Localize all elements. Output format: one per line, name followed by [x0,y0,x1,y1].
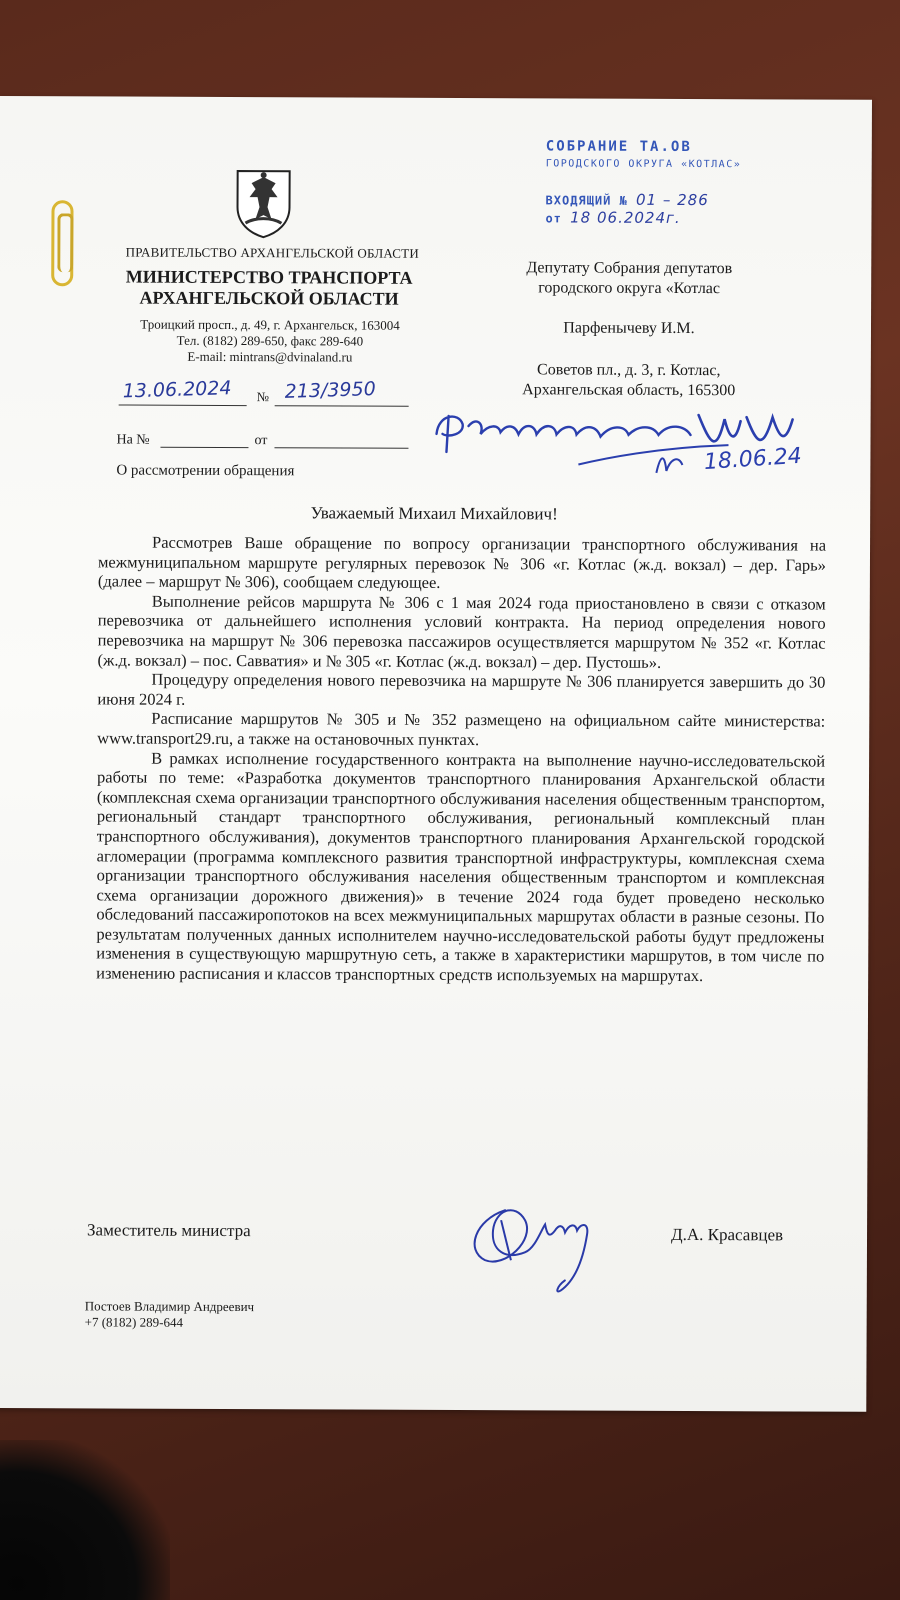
paragraph-2: Выполнение рейсов маршрута № 306 с 1 мая 2024 года приостановлено в связи с отказом перевозчика от дальнейшего исполнения условий контракта. На период определения нового перевозчика на маршрут № 306 перевозка пассажиров осуществляется маршрутом № 352 «г. Котлас (ж.д. вокзал) – пос. Савватия» и № 305 «г. Котлас (ж.д. вокзал) – дер. Пустошь». [97,591,826,672]
stamp-from-date: 18 06.2024г. [570,208,681,227]
reference-date-underline [274,447,408,449]
recipient-line-2: городского округа «Котлас [538,279,721,298]
signer-position: Заместитель министра [87,1220,251,1241]
recipient-line-1: Депутату Собрания депутатов [526,259,733,278]
handwritten-signature [465,1190,615,1301]
greeting: Уважаемый Михаил Михайлович! [310,503,558,524]
reference-number-underline [160,447,248,448]
recipient-block [479,258,780,401]
ministry-name [104,266,434,309]
letter-sheet [0,96,872,1412]
government-name: ПРАВИТЕЛЬСТВО АРХАНГЕЛЬСКОЙ ОБЛАСТИ [125,244,419,261]
paper-clip [51,200,73,286]
signer-name: Д.А. Красавцев [670,1224,784,1245]
executor-name: Постоев Владимир Андреевич [84,1298,255,1315]
stamp-line-2: ГОРОДСКОГО ОКРУГА «КОТЛАС» [545,158,742,171]
number-sign: № [256,389,270,405]
paragraph-1: Рассмотрев Ваше обращение по вопросу организации транспортного обслуживания на межмуниципальном маршруте регулярных перевозок № 306 «г. Котлас (ж.д. вокзал) – дер. Гарь» (далее – маршрут № 306), сообщаем следующее. [97,532,827,593]
stamp-from-label: от [545,211,562,226]
recipient-address-2: Архангельская область, 165300 [522,381,736,400]
reference-from-label: от [254,433,268,449]
recipient-name: Парфенычеву И.М. [563,319,695,338]
resolution-date: 18.06.24 [703,443,803,476]
paragraph-3: Процедуру определения нового перевозчика на маршруте № 306 планируется завершить до 30 июня 2024 г. [97,669,826,709]
ministry-line-2: АРХАНГЕЛЬСКОЙ ОБЛАСТИ [139,287,399,309]
ministry-address: Троицкий просп., д. 49, г. Архангельск, 163004 [140,316,400,333]
incoming-stamp [541,138,791,229]
stamp-line-1: СОБРАНИЕ ТА.ОВ [545,138,692,156]
ministry-email: E-mail: mintrans@dvinaland.ru [187,348,353,365]
letter-subject: О рассмотрении обращения [116,462,295,480]
executor-block [85,1298,255,1331]
handwritten-resolution [428,394,848,486]
outgoing-number-handwritten: 213/3950 [284,378,377,403]
stamp-incoming-label: ВХОДЯЩИЙ № [545,193,628,208]
ministry-contacts [107,316,433,365]
date-underline [119,405,247,407]
paragraph-4: Расписание маршрутов № 305 и № 352 размещено на официальном сайте министерства: www.transport29.ru, а также на остановочных пунктах. [97,709,826,750]
ministry-line-1: МИНИСТЕРСТВО ТРАНСПОРТА [125,266,413,288]
recipient-address-1: Советов пл., д. 3, г. Котлас, [537,361,721,380]
paragraph-5: В рамках исполнение государственного контракта на выполнение научно-исследовательской работы по теме: «Разработка документов транспортного планирования Архангельской области (комплексная схема организации транспортного обслуживания населения общественным транспортом, региональный стандарт транспортного обслуживания, региональный комплексный план транспортного обслуживания), документов транспортного планирования Архангельской городской агломерации (программа комплексного развития транспортной инфраструктуры, комплексная схема организации транспортного обслуживания населения общественным транспортом и комплексная схема организации дорожного движения)» в течение 2024 года будет проведено несколько обследований пассажиропотоков на всех межмуниципальных маршрутах области в разные сезоны. По результатам полученных данных исполнителем научно-исследовательской работы будут предложены изменения в существующую маршрутную сеть, а также в характеристики маршрутов, в том числе по изменению расписания и классов транспортных средств используемых на маршрутах. [96,748,826,986]
stamp-incoming-number: 01 – 286 [635,190,709,210]
letter-body [96,532,826,986]
desk-shadow [0,1440,170,1600]
stamp-incoming [546,190,709,209]
ministry-phone: Тел. (8182) 289-650, факс 289-640 [176,332,364,349]
executor-phone: +7 (8182) 289-644 [84,1314,184,1330]
number-underline [275,405,409,407]
stamp-date [545,208,680,227]
outgoing-date-handwritten: 13.06.2024 [122,377,232,403]
coat-of-arms-emblem [231,167,295,239]
reference-label: На № [116,432,150,448]
